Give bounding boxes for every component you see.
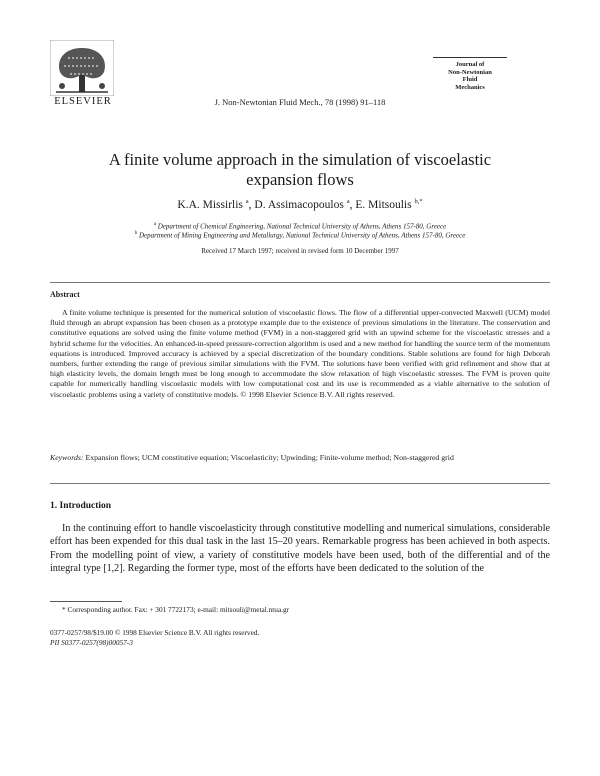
abstract-body: A finite volume technique is presented for the numerical solution of viscoelastic flows. The flow of a differential upper-convected Maxwell (UCM) model fluid through an abrupt expansion has been chosen as a prototype example due to the existence of previous simulations in the literature. The conservation and constitutive equations are solved using the finite volume method (FVM) in a non-staggered grid with an upwind scheme for the viscoelastic stresses and a hybrid scheme for the velocities. An enhanced-in-speed pressure-correction algorithm is used and a new method for handling the source term of the momentum equations is introduced. Improved accuracy is achieved by a special discretization of the boundary conditions. Stable solutions are found for high Deborah numbers, further extending the range of previous similar simulations with the FVM. The solutions have been verified with grid refinement and show that at high elasticity levels, the domain length must be long enough to accommodate the slow relaxation of high viscoelastic stresses. The FVM is proven quite capable for numerically handling viscoelastic models with low computational cost and its use is recommended as a viable alternative to the solution of viscoelastic problems using a variety of constitutive models. © 1998 Elsevier Science B.V. All rights reserved. <box>50 308 550 399</box>
journal-citation: J. Non-Newtonian Fluid Mech., 78 (1998) 91–118 <box>214 97 386 107</box>
affiliation <box>0 231 600 239</box>
keywords <box>50 453 550 463</box>
section-heading: 1. Introduction <box>50 501 112 511</box>
affiliation-mark: b <box>134 231 138 236</box>
affiliation-text: Department of Chemical Engineering, National Technical University of Athens, Athens 157-80, Greece <box>157 222 447 231</box>
affiliation-mark: a <box>153 222 156 227</box>
author-name: E. Mitsoulis <box>355 198 412 211</box>
affiliation-text: Department of Mining Engineering and Metallurgy, National Technical University of Athens, Athens 157-80, Greece <box>138 231 466 240</box>
keywords-label: Keywords: <box>50 453 84 462</box>
affiliation <box>0 222 600 230</box>
publisher-name: ELSEVIER <box>54 96 112 107</box>
journal-box-line: Non-Newtonian <box>448 68 492 76</box>
author-name: K.A. Missirlis <box>177 198 243 211</box>
keywords-text: Expansion flows; UCM constitutive equation; Viscoelasticity; Upwinding; Finite-volume method; Non-staggered grid <box>85 453 454 462</box>
divider <box>50 282 550 283</box>
article-title <box>0 150 600 190</box>
copyright-block <box>50 628 259 648</box>
introduction-body: In the continuing effort to handle viscoelasticity through constitutive modelling and numerical simulations, considerable effort has been expended for this dual task in the last 15–20 years. Remarkable progress has been achieved in both aspects. From the modelling point of view, a variety of constitutive models have been used, both of the differential and of the integral type [1,2]. Regarding the former type, most of the efforts have been dedicated to the solution of the <box>50 523 550 574</box>
author-affiliation-mark: a <box>245 198 249 205</box>
divider <box>50 483 550 484</box>
author-list: K.A. Missirlis $^a$, D. Assimacopoulos $^a$, E. Mitsoulis $^{b,*}$ <box>177 198 423 211</box>
author-affiliation-mark: a <box>346 198 350 205</box>
title-line: A finite volume approach in the simulation of viscoelastic <box>108 150 492 169</box>
received-dates: Received 17 March 1997; received in revised form 10 December 1997 <box>201 247 399 255</box>
elsevier-tree-logo <box>50 40 114 96</box>
corresponding-author-footnote: * Corresponding author. Fax: + 301 7722173; e-mail: mitsouli@metal.ntua.gr <box>62 605 290 614</box>
title-line: expansion flows <box>246 170 354 189</box>
author-affiliation-mark: b,* <box>414 198 423 205</box>
journal-box-line: Journal of <box>455 61 485 68</box>
author-name: D. Assimacopoulos <box>254 198 344 211</box>
pii-line: PII S0377-0257(98)00057-3 <box>50 638 133 647</box>
journal-box-line: Mechanics <box>455 83 485 91</box>
journal-box-line: Fluid <box>462 76 478 83</box>
abstract-heading: Abstract <box>50 290 80 299</box>
journal-box <box>433 57 507 101</box>
copyright-line: 0377-0257/98/$19.00 © 1998 Elsevier Science B.V. All rights reserved. <box>50 628 260 637</box>
footnote-rule <box>50 601 122 602</box>
